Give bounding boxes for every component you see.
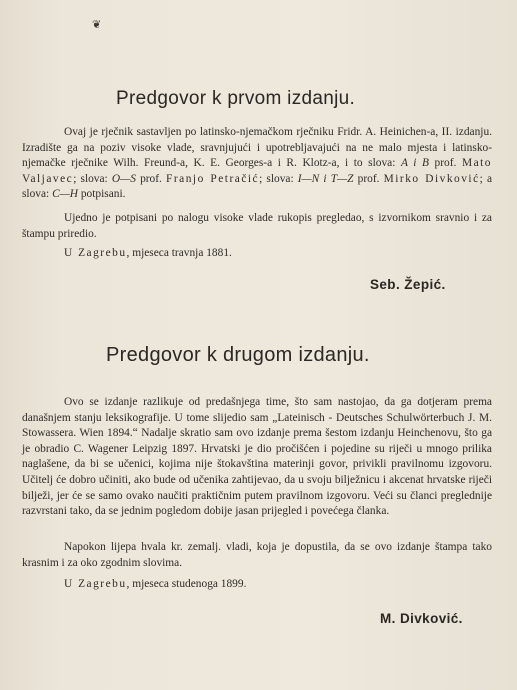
preface-second-paragraph-2: Napokon lijepa hvala kr. zemalj. vladi, koja je dopustila, da se ovo izdanje štampa tako krasnim i za oko zgodnim slovima. (22, 541, 492, 569)
preface-second-place-date: U Zagrebu, mjeseca studenoga 1899. (64, 578, 247, 590)
preface-first-title: Predgovor k prvom izdanju. (116, 88, 356, 109)
preface-second-signature: M. Divković. (380, 611, 463, 626)
preface-first-place-date: U Zagrebu, mjeseca travnja 1881. (64, 247, 232, 259)
preface-first-paragraph-1: Ovaj je rječnik sastavljen po latinsko-njemačkom rječniku Fridr. A. Heinichen-a, II. izdanju. Izradište ga na poziv visoke vlade, sravnjujući i upotrebljavajući na ne malo mjesta i latinsko-njemačke rječnike Wilh. Freund-a, K. E. Georges-a i R. Klotz-a, i to slova: A i B prof. Mato Valjavec; slova: O—S prof. Franjo Petračić; slova: I—N i T—Z prof. Mirko Divković; a slova: C—H potpisani. (22, 126, 493, 201)
preface-first-paragraph-2: Ujedno je potpisani po nalogu visoke vlade rukopis pregledao, s izvornikom sravnio i za štampu priredio. (22, 212, 492, 240)
preface-first-signature: Seb. Žepić. (370, 277, 446, 292)
preface-second-paragraph-1: Ovo se izdanje razlikuje od predašnjega time, što sam nastojao, da ga dotjeram prema današnjem stanju leksikografije. U tome slijedio sam „Lateinisch - Deutsches Schulwörterbuch J. M. Stowassera. Wien 1894.“ Nadalje skratio sam ovo izdanje prema šestom izdanju Heinchenovu, što ga je obradio C. Wagener Leipzig 1897. Hrvatski je dio pročišćen i pojedine su riječi u mnogo prilika naglašene, da bi se učenici, kojima nije štokavština materinji govor, privikli pravilnomu izgovoru. Učitelj će dobro učiniti, ako bude od učenika zahtijevao, da u svoju bilježnicu i akcenat hrvatske riječi bilježi, jer će se samo ovako naučiti praktičnim putem pravilnom izgovoru. Veći su članci preglednije razvrstani tako, da se jednim pogledom dobije jasan prijegled i povećega članka. (22, 396, 492, 518)
ornament-mark: ❦ (92, 19, 102, 31)
preface-second-title: Predgovor k drugom izdanju. (106, 344, 370, 366)
